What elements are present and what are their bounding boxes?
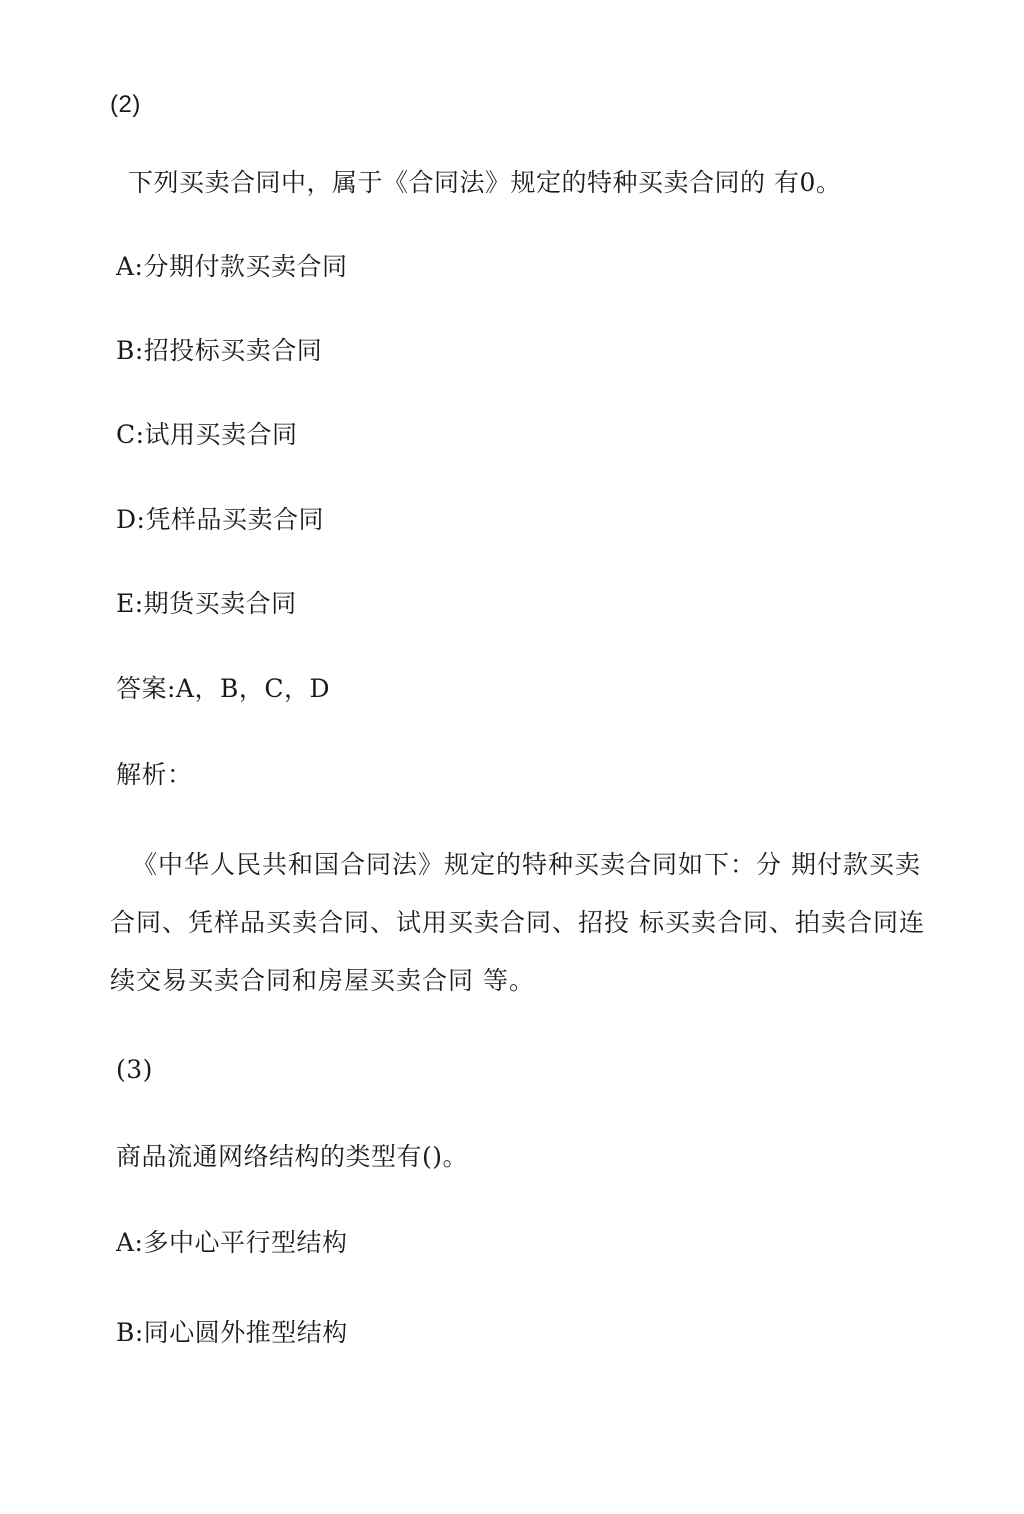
question-3-stem: 商品流通网络结构的类型有()。 [116,1142,469,1171]
question-2-analysis-text: 《中华人民共和国合同法》规定的特种买卖合同如下：分 期付款买卖合同、凭样品买卖合同、试用买卖合同、招投 标买卖合同、拍卖合同连续交易买卖合同和房屋买卖合同 等。 [110,850,925,995]
question-2-analysis-label: 解析： [116,760,193,789]
question-2-stem: 下列买卖合同中，属于《合同法》规定的特种买卖合同的 有0。 [128,168,842,197]
question-2-option-e: E:期货买卖合同 [116,589,297,618]
question-3-option-a: A:多中心平行型结构 [116,1228,348,1257]
question-2-answer: 答案:A，B，C，D [116,674,331,703]
question-3-option-b: B:同心圆外推型结构 [116,1318,348,1347]
question-2-option-d: D:凭样品买卖合同 [116,505,324,534]
question-2-option-c: C:试用买卖合同 [116,420,298,449]
question-2-option-a: A:分期付款买卖合同 [116,252,348,281]
question-2-option-b: B:招投标买卖合同 [116,336,323,365]
question-2-number: (2) [110,91,141,118]
question-3-number: (3) [116,1055,153,1084]
